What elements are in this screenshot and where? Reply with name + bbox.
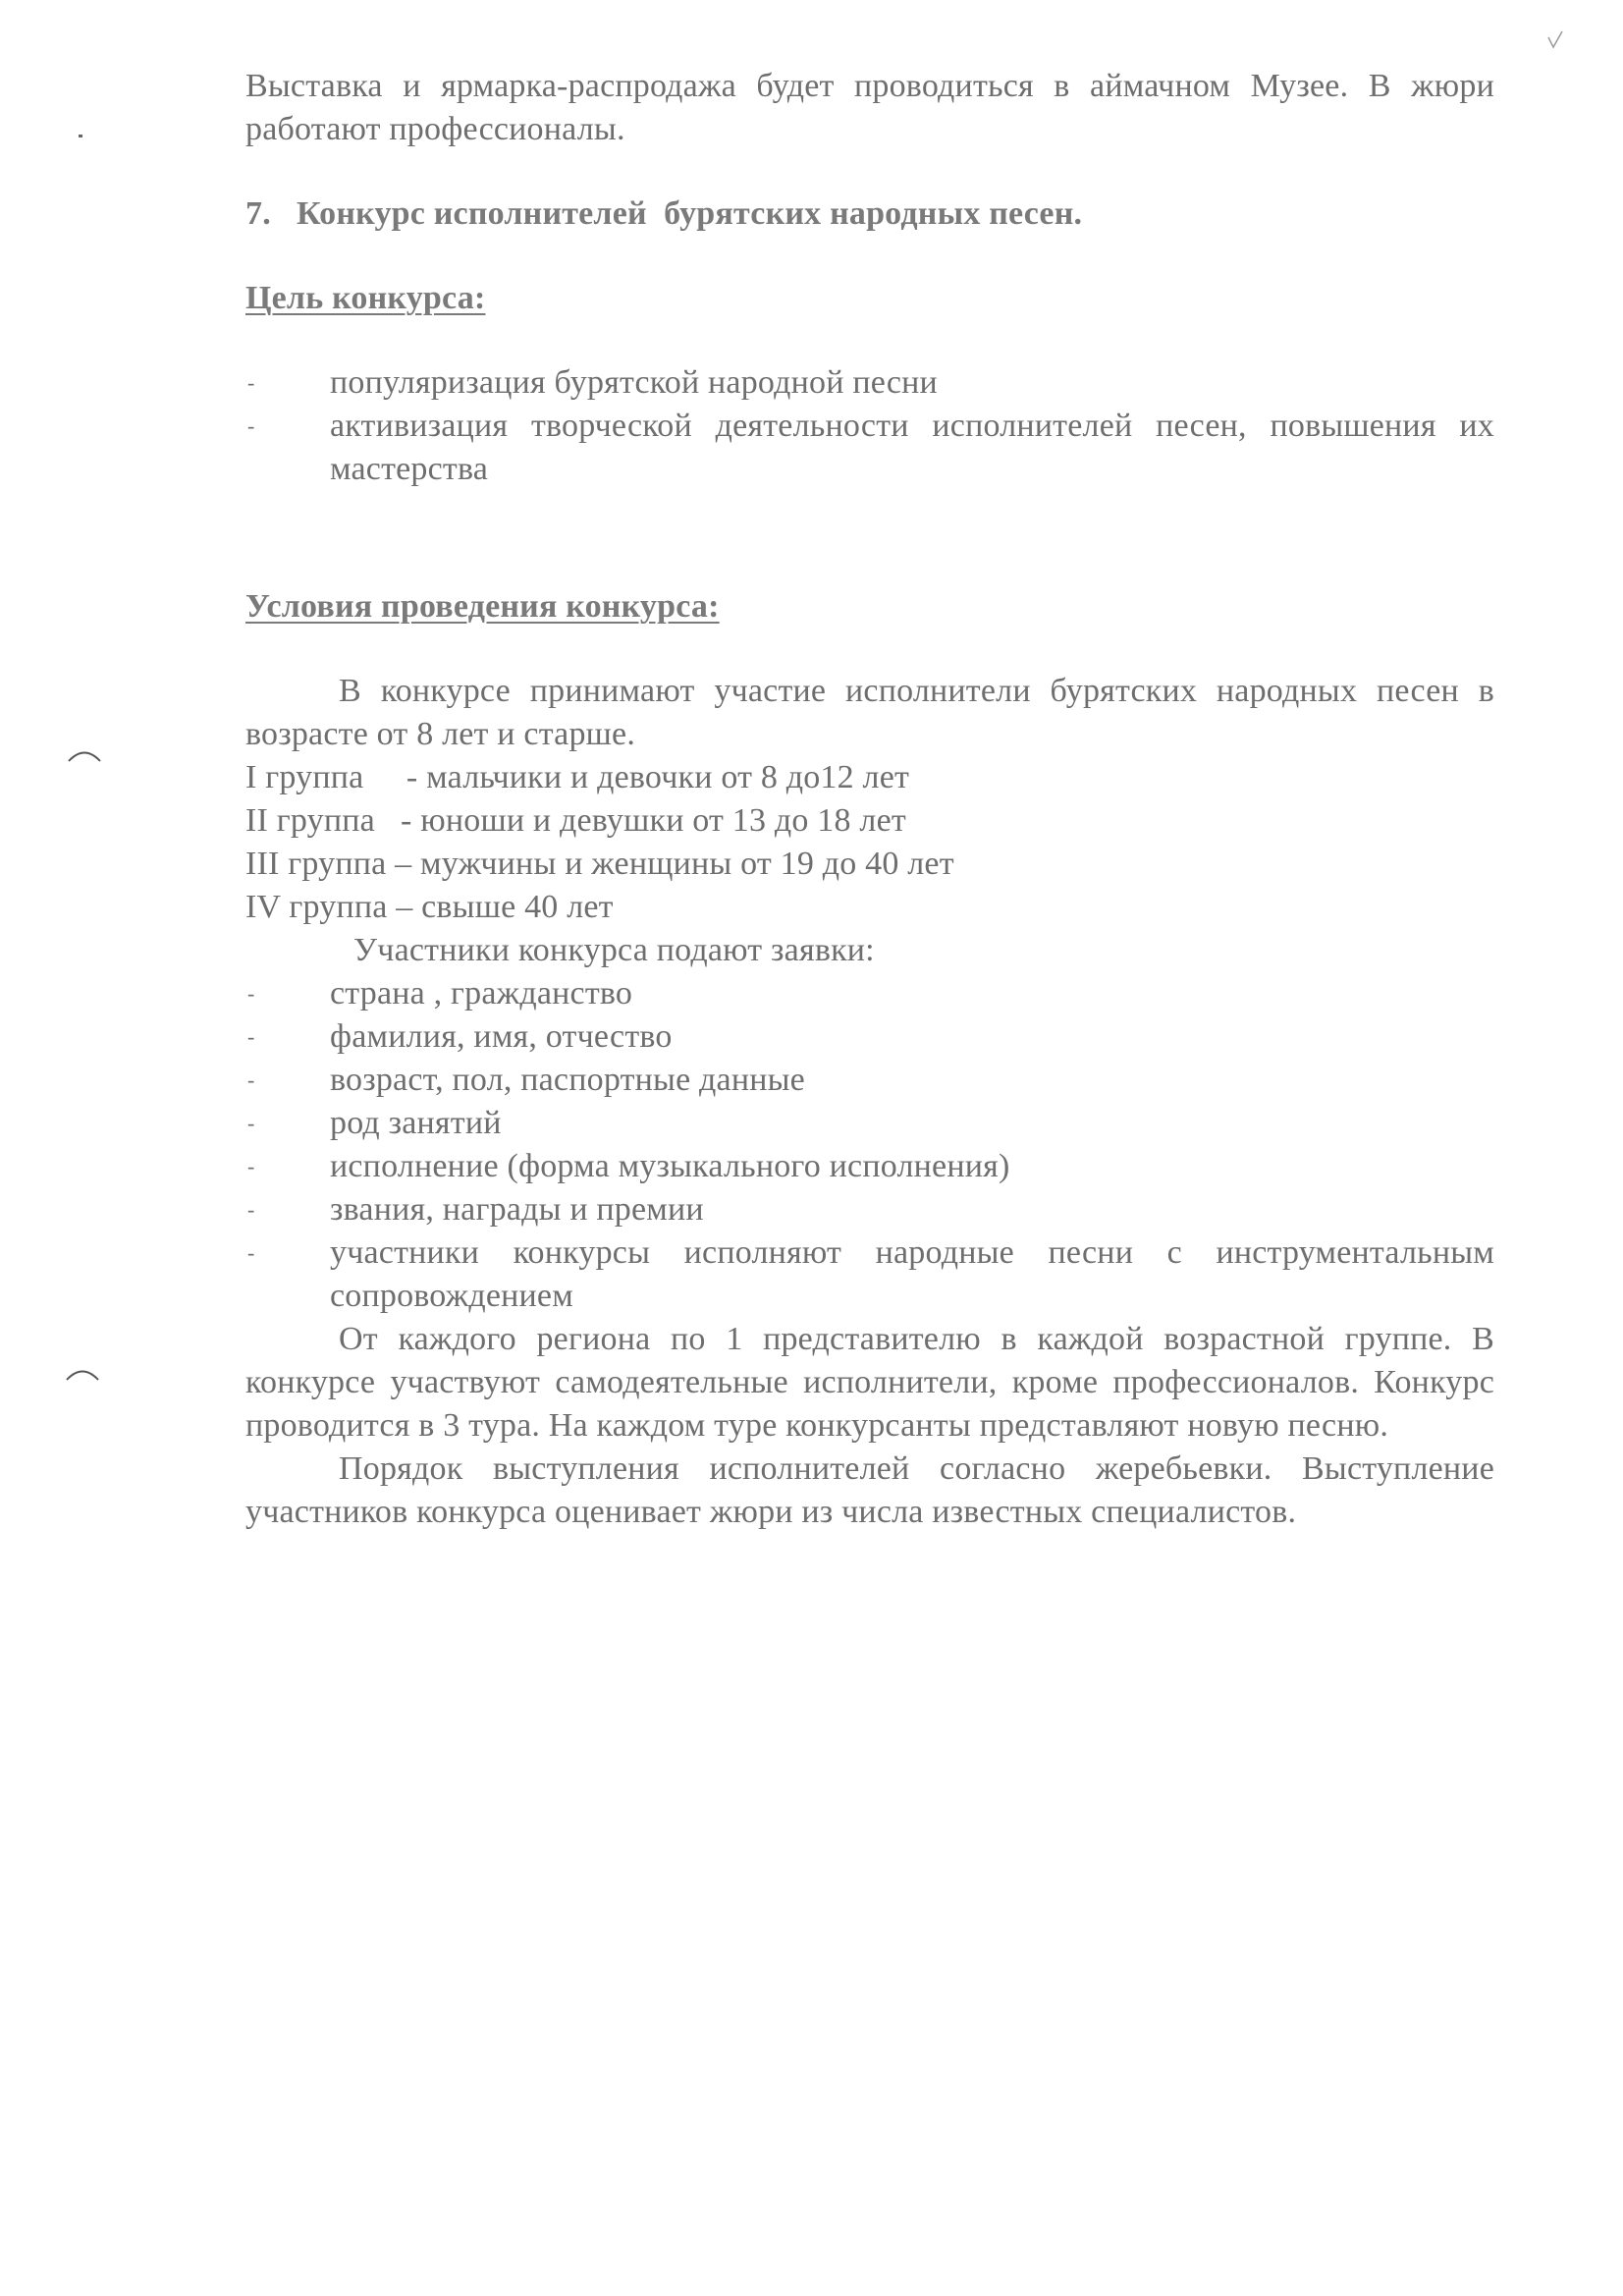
dash-bullet-icon: - (247, 1197, 255, 1222)
list-item (245, 405, 1494, 491)
goal-heading-text: Цель конкурса: (245, 280, 486, 316)
list-item (245, 1188, 1494, 1231)
age-group-line: II группа - юноши и девушки от 13 до 18 лет (245, 802, 906, 839)
dash-bullet-icon: - (247, 1111, 255, 1135)
margin-speck (79, 135, 82, 137)
goal-heading (245, 277, 1494, 320)
age-group-line: I группа - мальчики и девочки от 8 до12 лет (245, 759, 910, 795)
punch-hole-arc-icon (65, 1367, 100, 1381)
application-item-text: участники конкурсы исполняют народные песни с инструментальным сопровождением (330, 1234, 1494, 1314)
conditions-heading-text: Условия проведения конкурса: (245, 588, 720, 625)
list-item (245, 972, 1494, 1015)
dash-bullet-icon: - (247, 981, 255, 1006)
document-page (245, 65, 1494, 1534)
list-item (245, 1231, 1494, 1318)
dash-bullet-icon: - (247, 1067, 255, 1092)
list-item (245, 361, 1494, 405)
punch-hole-arc-icon (67, 748, 102, 762)
goal-item-text: активизация творческой деятельности исполнителей песен, повышения их мастерства (330, 408, 1494, 487)
conditions-heading (245, 585, 1494, 629)
age-groups (245, 756, 1494, 929)
list-item (245, 1015, 1494, 1059)
dash-bullet-icon: - (247, 413, 255, 438)
list-item (245, 1059, 1494, 1102)
application-item-text: звания, награды и премии (330, 1191, 704, 1228)
application-item-text: возраст, пол, паспортные данные (330, 1062, 805, 1098)
applications-list (245, 972, 1494, 1318)
goal-item-text: популяризация бурятской народной песни (330, 364, 938, 401)
intro-paragraph: Выставка и ярмарка-распродажа будет проводиться в аймачном Музее. В жюри работают профессионалы. (245, 68, 1494, 147)
age-group-line: IV группа – свыше 40 лет (245, 889, 614, 925)
age-group-line: III группа – мужчины и женщины от 19 до 40 лет (245, 846, 954, 882)
order-paragraph: Порядок выступления исполнителей согласно жеребьевки. Выступление участников конкурса оценивает жюри из числа известных специалистов. (245, 1450, 1494, 1530)
dash-bullet-icon: - (247, 1240, 255, 1265)
conditions-paragraph: В конкурсе принимают участие исполнители бурятских народных песен в возрасте от 8 лет и старше. (245, 673, 1494, 752)
applications-intro: Участники конкурса подают заявки: (353, 932, 875, 968)
application-item-text: род занятий (330, 1105, 502, 1141)
goal-list (245, 361, 1494, 491)
application-item-text: страна , гражданство (330, 975, 633, 1011)
dash-bullet-icon: - (247, 1154, 255, 1178)
check-mark-icon (1546, 29, 1564, 53)
application-item-text: исполнение (форма музыкального исполнения) (330, 1148, 1010, 1184)
section-heading: 7. Конкурс исполнителей бурятских народных песен. (245, 195, 1083, 232)
dash-bullet-icon: - (247, 1024, 255, 1049)
list-item (245, 1102, 1494, 1145)
dash-bullet-icon: - (247, 370, 255, 395)
application-item-text: фамилия, имя, отчество (330, 1018, 673, 1055)
list-item (245, 1145, 1494, 1188)
representation-paragraph: От каждого региона по 1 представителю в каждой возрастной группе. В конкурсе участвуют самодеятельные исполнители, кроме профессионалов. Конкурс проводится в 3 тура. На каждом туре конкурсанты представляют новую песню. (245, 1321, 1494, 1444)
